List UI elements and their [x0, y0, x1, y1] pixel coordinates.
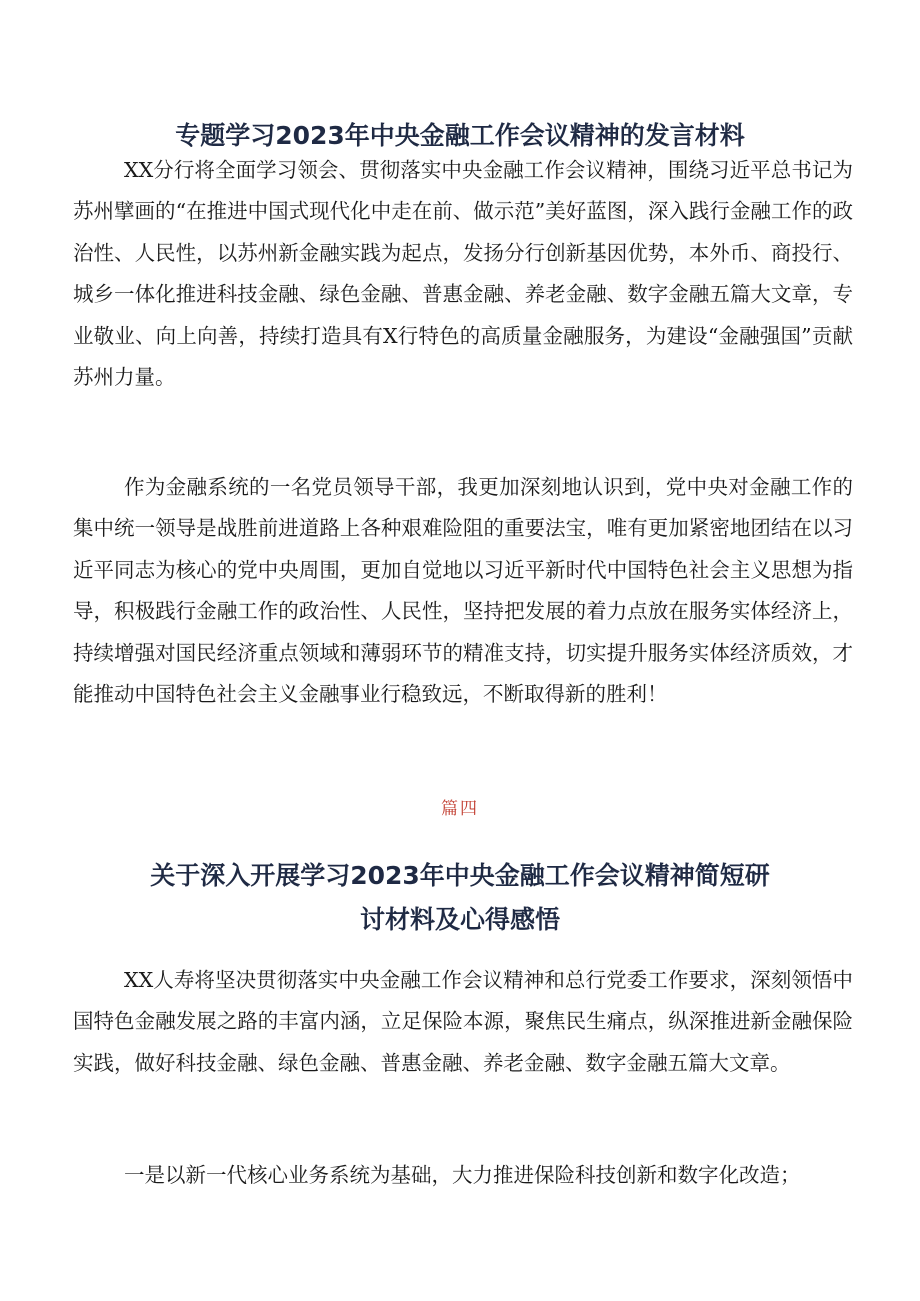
document-title-1: 专题学习2023年中央金融工作会议精神的发言材料: [175, 121, 745, 150]
paragraph-2: 作为金融系统的一名党员领导干部，我更加深刻地认识到，党中央对金融工作的集中统一领导是战胜前进道路上各种艰难险阻的重要法宝，唯有更加紧密地团结在以习近平同志为核心的党中央周围，更加自觉地以习近平新时代中国特色社会主义思想为指导，积极践行金融工作的政治性、人民性，坚持把发展的着力点放在服务实体经济上，持续增强对国民经济重点领域和薄弱环节的精准支持，切实提升服务实体经济质效，才能推动中国特色社会主义金融事业行稳致远，不断取得新的胜利！: [73, 475, 853, 707]
section-mark: 篇四: [441, 799, 479, 819]
document-title-2-line-2: 讨材料及心得感悟: [359, 905, 560, 934]
paragraph-3: XX人寿将坚决贯彻落实中央金融工作会议精神和总行党委工作要求，深刻领悟中国特色金融发展之路的丰富内涵，立足保险本源，聚焦民生痛点，纵深推进新金融保险实践，做好科技金融、绿色金融、普惠金融、养老金融、数字金融五篇大文章。: [73, 968, 853, 1075]
paragraph-4: 一是以新一代核心业务系统为基础，大力推进保险科技创新和数字化改造；: [124, 1163, 801, 1187]
document-title-2-line-1: 关于深入开展学习2023年中央金融工作会议精神简短研: [150, 861, 770, 890]
paragraph-1: XX分行将全面学习领会、贯彻落实中央金融工作会议精神，围绕习近平总书记为苏州擘画的“在推进中国式现代化中走在前、做示范”美好蓝图，深入践行金融工作的政治性、人民性，以苏州新金融实践为起点，发扬分行创新基因优势，本外币、商投行、城乡一体化推进科技金融、绿色金融、普惠金融、养老金融、数字金融五篇大文章，专业敬业、向上向善，持续打造具有X行特色的高质量金融服务，为建设“金融强国”贡献苏州力量。: [73, 158, 853, 390]
